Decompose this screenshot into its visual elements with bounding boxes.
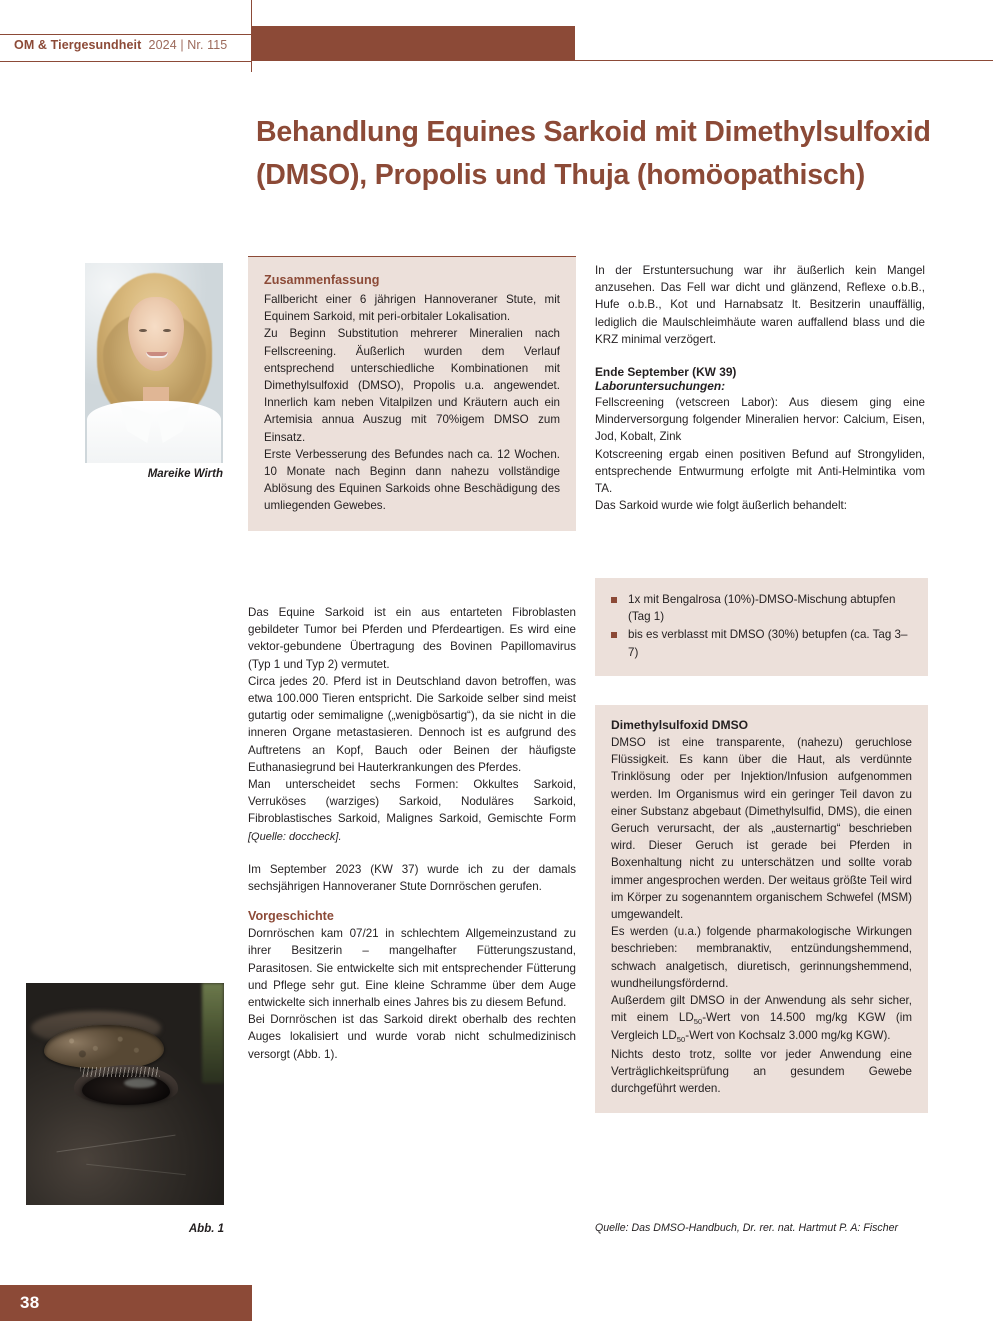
horse-eye-reflection <box>124 1078 156 1088</box>
treatment-list <box>611 591 912 661</box>
left-column-body <box>248 604 576 1063</box>
masthead-rule-bottom <box>0 61 252 62</box>
dmso-box-heading: Dimethylsulfoxid DMSO <box>611 718 749 732</box>
author-portrait <box>85 263 223 463</box>
treatment-steps-box <box>595 578 928 676</box>
body-paragraph-case-intro: Im September 2023 (KW 37) wurde ich zu der damals sechsjährigen Hannoveraner Stute Dornröschen gerufen. <box>248 862 576 894</box>
right-paragraph-3: Das Sarkoid wurde wie folgt äußerlich behandelt: <box>595 499 847 513</box>
summary-heading: Zusammenfassung <box>264 273 380 287</box>
dmso-paragraph-ld50 <box>611 992 912 1046</box>
dmso-paragraph-1: DMSO ist eine transparente, (nahezu) geruchlose Flüssigkeit. Es kann über die Haut, als verdünnte Trinklösung oder per Injektion/Infusion aufgenommen werden. Im Organismus wird ein geringer Teil davon zu einer Substanz abgebaut (Dimethylsulfid, DMS), die einen Geruch verursacht, der als „austernartig“ beschrieben wird. Dieser Geruch ist gerade bei Pferden in Boxenhaltung nicht zu unterschätzen und sollte vorab immer angesprochen werden. Der weitaus größte Teil wird im Körper zu sogenanntem organischem Schwefel (MSM) umgewandelt. <box>611 736 912 922</box>
forms-source-citation: [Quelle: doccheck]. <box>248 830 342 843</box>
page-number: 38 <box>20 1293 40 1312</box>
body-paragraph-2: Circa jedes 20. Pferd ist in Deutschland davon betroffen, was etwa 100.000 Tieren entspricht. Die Sarkoide selber sind meist gutartig oder semimaligne („wenigbösartig“), da sie nicht in die inneren Organe metastasieren. Dennoch ist es aufgrund des Auftretens an Kopf, Bauch oder Beinen der häufigste Euthanasiegrund bei Hauterkrankungen des Pferdes. <box>248 674 576 774</box>
ld50-subscript-2: 50 <box>676 1034 686 1044</box>
section-heading-vorgeschichte: Vorgeschichte <box>248 909 334 924</box>
masthead-rule-top <box>0 34 252 35</box>
list-item-text: 1x mit Bengalrosa (10%)-DMSO-Mischung abtupfen (Tag 1) <box>628 593 896 624</box>
ld50-subscript-1: 50 <box>693 1016 703 1026</box>
square-bullet-icon <box>611 632 617 638</box>
author-name-caption: Mareike Wirth <box>147 468 223 480</box>
masthead <box>14 38 227 52</box>
subsection-heading-labor: Laboruntersuchungen: <box>595 379 726 394</box>
body-paragraph-1: Das Equine Sarkoid ist ein aus entarteten Fibroblasten gebildeter Tumor bei Pferden und Pferdeartigen. Es wird eine vektor-gebundene Übertragung des Bovinen Papillomavirus (Typ 1 und Typ 2) vermutet. <box>248 606 576 671</box>
masthead-accent-bar <box>252 26 575 61</box>
dmso-paragraph-closing: Nichts desto trotz, sollte vor jeder Anwendung eine Verträglichkeitsprüfung an gesundem Gewebe durchgeführt werden. <box>611 1047 912 1096</box>
figure-horse-eye-photo <box>26 983 224 1205</box>
publication-brand: OM & Tiergesundheit <box>14 38 142 52</box>
vorgeschichte-paragraph-2: Bei Dornröschen ist das Sarkoid direkt oberhalb des rechten Auges lokalisiert und wurde vorab nicht schulmedizinisch versorgt (Abb. 1). <box>248 1013 576 1061</box>
summary-paragraph-1: Fallbericht einer 6 jährigen Hannoveraner Stute, mit Equinem Sarkoid, mit peri-orbitaler Lokalisation. <box>264 293 560 324</box>
dmso-info-box <box>595 705 928 1113</box>
horse-background-foliage <box>202 983 224 1083</box>
sarcoid-lesion <box>44 1025 164 1069</box>
ld50-text-part2: -Wert von 14.500 mg/kg KGW (im Vergleich LD <box>611 1011 913 1043</box>
ld50-text-part3: -Wert von Kochsalz 3.000 mg/kg KGW). <box>685 1029 891 1043</box>
dmso-source-note: Quelle: Das DMSO-Handbuch, Dr. rer. nat. Hartmut P. A: Fischer <box>595 1222 899 1234</box>
forms-text: Man unterscheidet sechs Formen: Okkultes Sarkoid, Verruköses (warziges) Sarkoid, Noduläres Sarkoid, Fibroblastisches Sarkoid, Malignes Sarkoid, Gemischte Form <box>248 778 576 826</box>
summary-paragraph-2: Zu Beginn Substitution mehrerer Mineralien nach Fellscreening. Äußerlich wurden dem Verlauf entsprechend unterschiedliche Kombinationen mit Dimethylsulfoxid (DMSO), Propolis u.a. angewendet. Innerlich kam neben Vitalpilzen und Kräutern auch ein Artemisia annua Auszug mit 70%igem DMSO zum Einsatz. <box>264 327 560 444</box>
body-paragraph-forms <box>248 776 576 846</box>
list-item <box>611 591 912 625</box>
horse-eyelashes <box>80 1067 160 1077</box>
right-paragraph-2: Kotscreening ergab einen positiven Befund auf Strongyliden, entsprechende Entwurmung erfolgte mit Anti-Helmintika vom TA. <box>595 447 925 496</box>
ld50-text-part1: Außerdem gilt DMSO in der Anwendung als sehr sicher, mit einem LD <box>611 994 912 1025</box>
vorgeschichte-paragraph-1: Dornröschen kam 07/21 in schlechtem Allgemeinzustand zu ihrer Besitzerin – mangelhafter Fütterungszustand, Parasitosen. Sie entwickelte sich mit entsprechender Fütterung und Pflege sehr gut. Eine kleine Schramme über dem Auge entwickelte sich innerhalb eines Jahres bis zu diesem Befund. <box>248 927 576 1010</box>
portrait-mouth <box>146 352 168 358</box>
horse-eye <box>82 1073 170 1105</box>
dmso-paragraph-2: Es werden (u.a.) folgende pharmakologische Wirkungen beschrieben: membranaktiv, entzündungshemmend, schwach analgetisch, diuretisch, gerinnungshemmend, wundheilungsfördernd. <box>611 925 912 990</box>
list-item-text: bis es verblasst mit DMSO (30%) betupfen (ca. Tag 3–7) <box>628 628 908 659</box>
page-title: Behandlung Equines Sarkoid mit Dimethylsulfoxid (DMSO), Propolis und Thuja (homöopathisch) <box>256 116 931 192</box>
portrait-shirt <box>87 401 221 463</box>
section-heading-ende-september: Ende September (KW 39) <box>595 365 737 380</box>
right-intro-paragraph: In der Erstuntersuchung war ihr äußerlich kein Mangel anzusehen. Das Fell war dicht und glänzend, Reflexe o.b.B., Hufe o.b.B., Kot und Harnabsatz lt. Besitzerin unauffällig, lediglich die Maulschleimhäute waren auffallend blass und die KRZ minimal verzögert. <box>595 264 925 346</box>
publication-issue: 2024 | Nr. 115 <box>148 38 228 52</box>
right-paragraph-1: Fellscreening (vetscreen Labor): Aus diesem ging eine Minderversorgung folgender Mineralien hervor: Calcium, Eisen, Jod, Kobalt, Zink <box>595 396 925 444</box>
summary-paragraph-3: Erste Verbesserung des Befundes nach ca. 12 Wochen. 10 Monate nach Beginn dann nahezu vollständige Ablösung des Equinen Sarkoids ohne Beschädigung des umliegenden Gewebes. <box>264 447 560 513</box>
square-bullet-icon <box>611 597 617 603</box>
masthead-rule-right <box>575 60 993 61</box>
list-item <box>611 626 912 660</box>
figure-caption: Abb. 1 <box>188 1223 224 1235</box>
summary-box <box>248 256 576 531</box>
right-column-body <box>595 262 925 514</box>
